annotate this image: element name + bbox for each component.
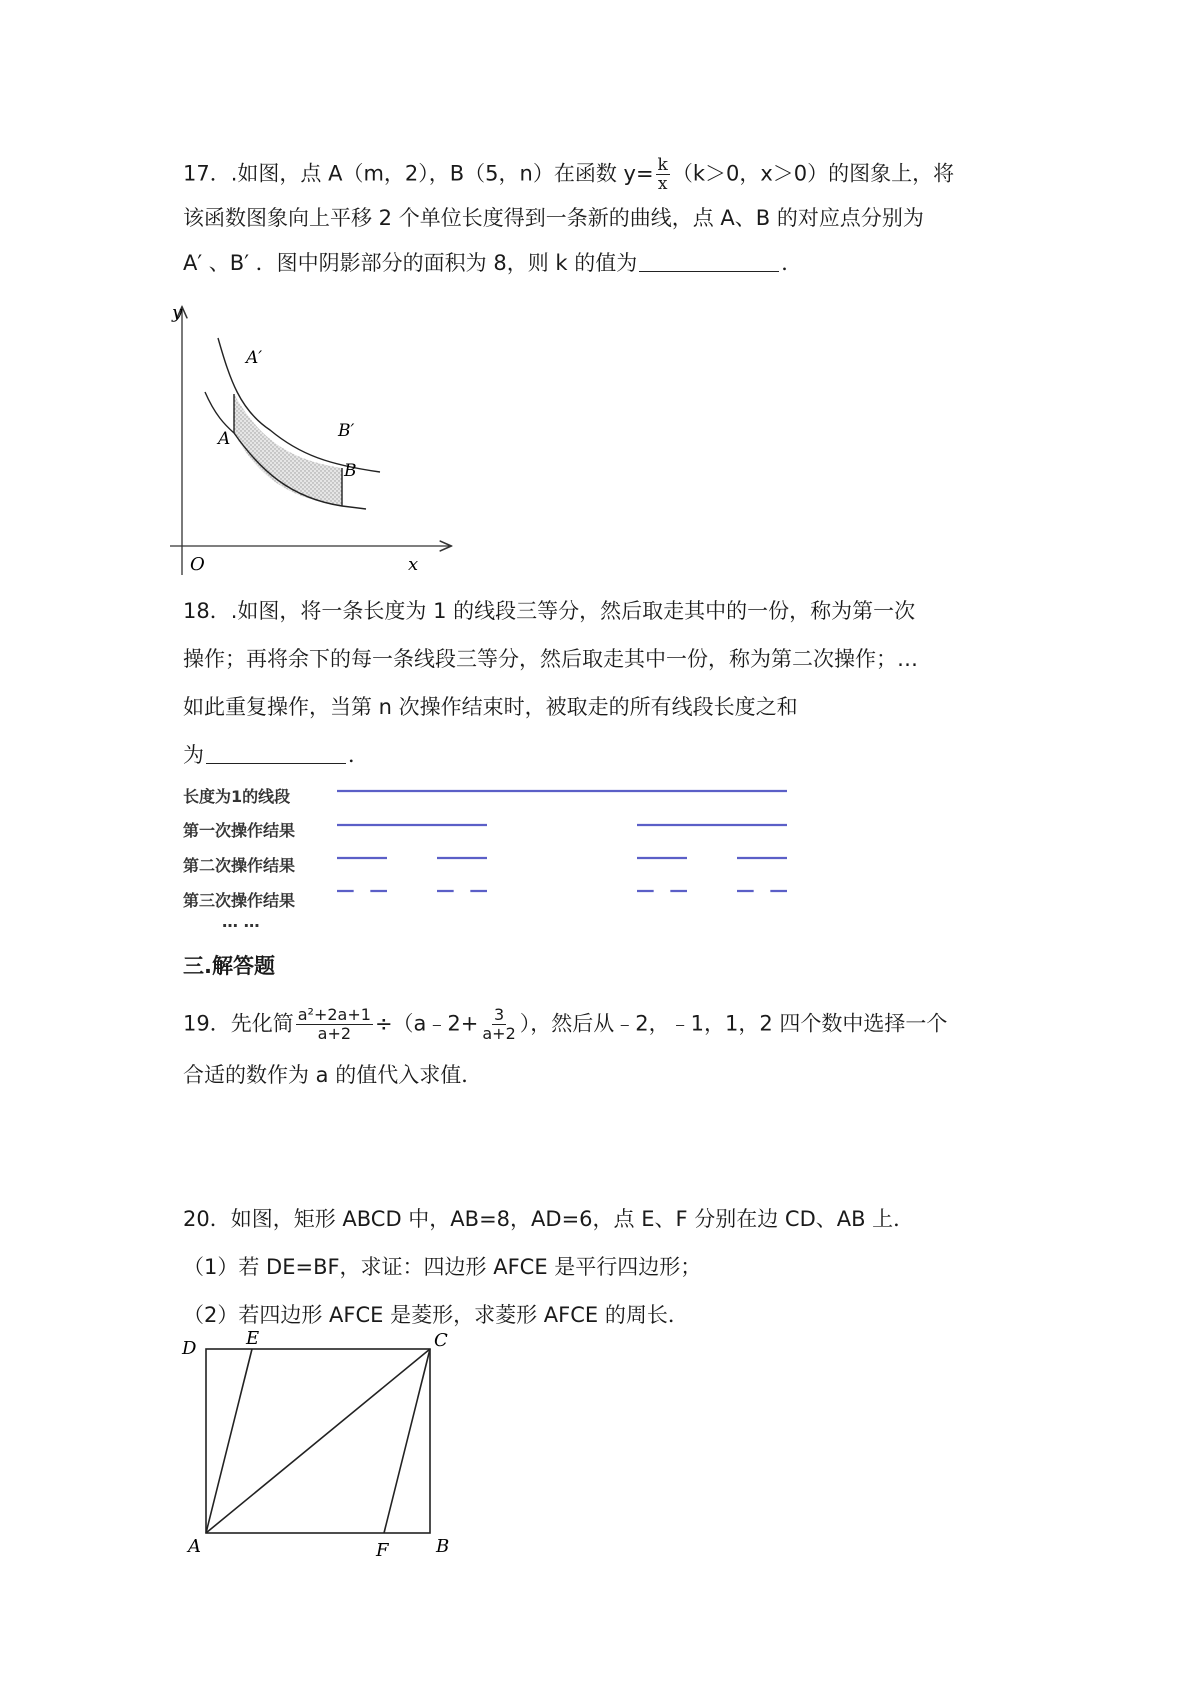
q18-number: 18． (183, 599, 231, 623)
q17-line3-text: A′ 、B′ ．图中阴影部分的面积为 8，则 k 的值为 (183, 251, 638, 275)
q17-text-b: （k＞0，x＞0）的图象上，将 (671, 161, 955, 186)
label-a: A (188, 1536, 201, 1557)
q17-frac-num: k (657, 155, 668, 175)
q19-line2: 合适的数作为 a 的值代入求值． (183, 1063, 483, 1087)
seg-row-label-2: 第二次操作结果 (183, 856, 296, 875)
q20-line3: （2）若四边形 AFCE 是菱形，求菱形 AFCE 的周长． (183, 1303, 689, 1327)
q17-line3 (183, 248, 802, 278)
seg-ellipsis: … … (222, 912, 260, 931)
q19-frac2-den: a+2 (482, 1024, 516, 1043)
q19-text-c: ），然后从﹣2，﹣1，1，2 四个数中选择一个 (519, 1011, 948, 1036)
q19-line1 (183, 1006, 947, 1043)
label-f: F (376, 1540, 389, 1561)
label-b: B (436, 1536, 450, 1557)
q19-text-a: 先化简 (230, 1011, 294, 1036)
q17-line3-end: ． (781, 251, 803, 275)
label-d: D (182, 1338, 197, 1359)
segment-ae (206, 1349, 252, 1533)
q18-line4-end: ． (348, 743, 369, 767)
q18-answer-blank (206, 743, 346, 764)
q19-fraction-1 (296, 1006, 373, 1043)
q17-number: 17． (183, 161, 231, 186)
shifted-curve (218, 338, 380, 472)
q17-answer-blank (639, 251, 779, 272)
q18-line2: 操作；再将余下的每一条线段三等分，然后取走其中一份，称为第二次操作；… (183, 647, 918, 671)
q20-figure (180, 1330, 460, 1570)
segment-ac (206, 1349, 430, 1533)
q17-fraction (656, 156, 670, 193)
q18-text-1: .如图，将一条长度为 1 的线段三等分，然后取走其中的一份，称为第一次 (230, 599, 916, 623)
label-o: O (190, 554, 205, 575)
q18-line4-text: 为 (183, 743, 204, 767)
label-b-prime: B′ (338, 421, 355, 441)
q19-frac1-den: a+2 (317, 1024, 352, 1043)
label-x: x (408, 554, 419, 575)
q20-line1: 20．如图，矩形 ABCD 中，AB=8，AD=6，点 E、F 分别在边 CD、AB 上． (183, 1207, 915, 1231)
q19-number: 19． (183, 1011, 231, 1036)
q17-figure (170, 300, 470, 580)
segment-cf (384, 1349, 430, 1533)
label-b: B (344, 461, 357, 481)
q19-frac2-num: 3 (493, 1005, 505, 1024)
q19-text-b: ÷（a﹣2+ (374, 1011, 479, 1036)
label-e: E (246, 1328, 260, 1349)
q20-line2: （1）若 DE=BF，求证：四边形 AFCE 是平行四边形； (183, 1255, 702, 1279)
seg-row-label-1: 第一次操作结果 (183, 821, 296, 840)
shaded-region (234, 394, 342, 506)
cantor-segments-figure (337, 780, 787, 910)
section-heading: 三.解答题 (183, 954, 275, 978)
q19-fraction-2 (480, 1006, 517, 1043)
label-c: C (434, 1330, 448, 1351)
label-y: y (172, 302, 183, 323)
seg-row-label-3: 第三次操作结果 (183, 891, 296, 910)
q17-line1 (183, 156, 954, 193)
q17-line2: 该函数图象向上平移 2 个单位长度得到一条新的曲线，点 A、B 的对应点分别为 (183, 206, 924, 230)
label-a: A (218, 429, 231, 449)
label-a-prime: A′ (246, 348, 263, 368)
q18-line4 (183, 740, 369, 770)
q19-frac1-num: a²+2a+1 (297, 1005, 371, 1024)
q17-text-a: .如图，点 A（m，2），B（5，n）在函数 y= (230, 161, 654, 186)
seg-row-label-0: 长度为1的线段 (183, 787, 291, 806)
q18-line3: 如此重复操作，当第 n 次操作结束时，被取走的所有线段长度之和 (183, 695, 798, 719)
q18-line1 (183, 596, 915, 626)
q17-frac-den: x (657, 174, 668, 194)
